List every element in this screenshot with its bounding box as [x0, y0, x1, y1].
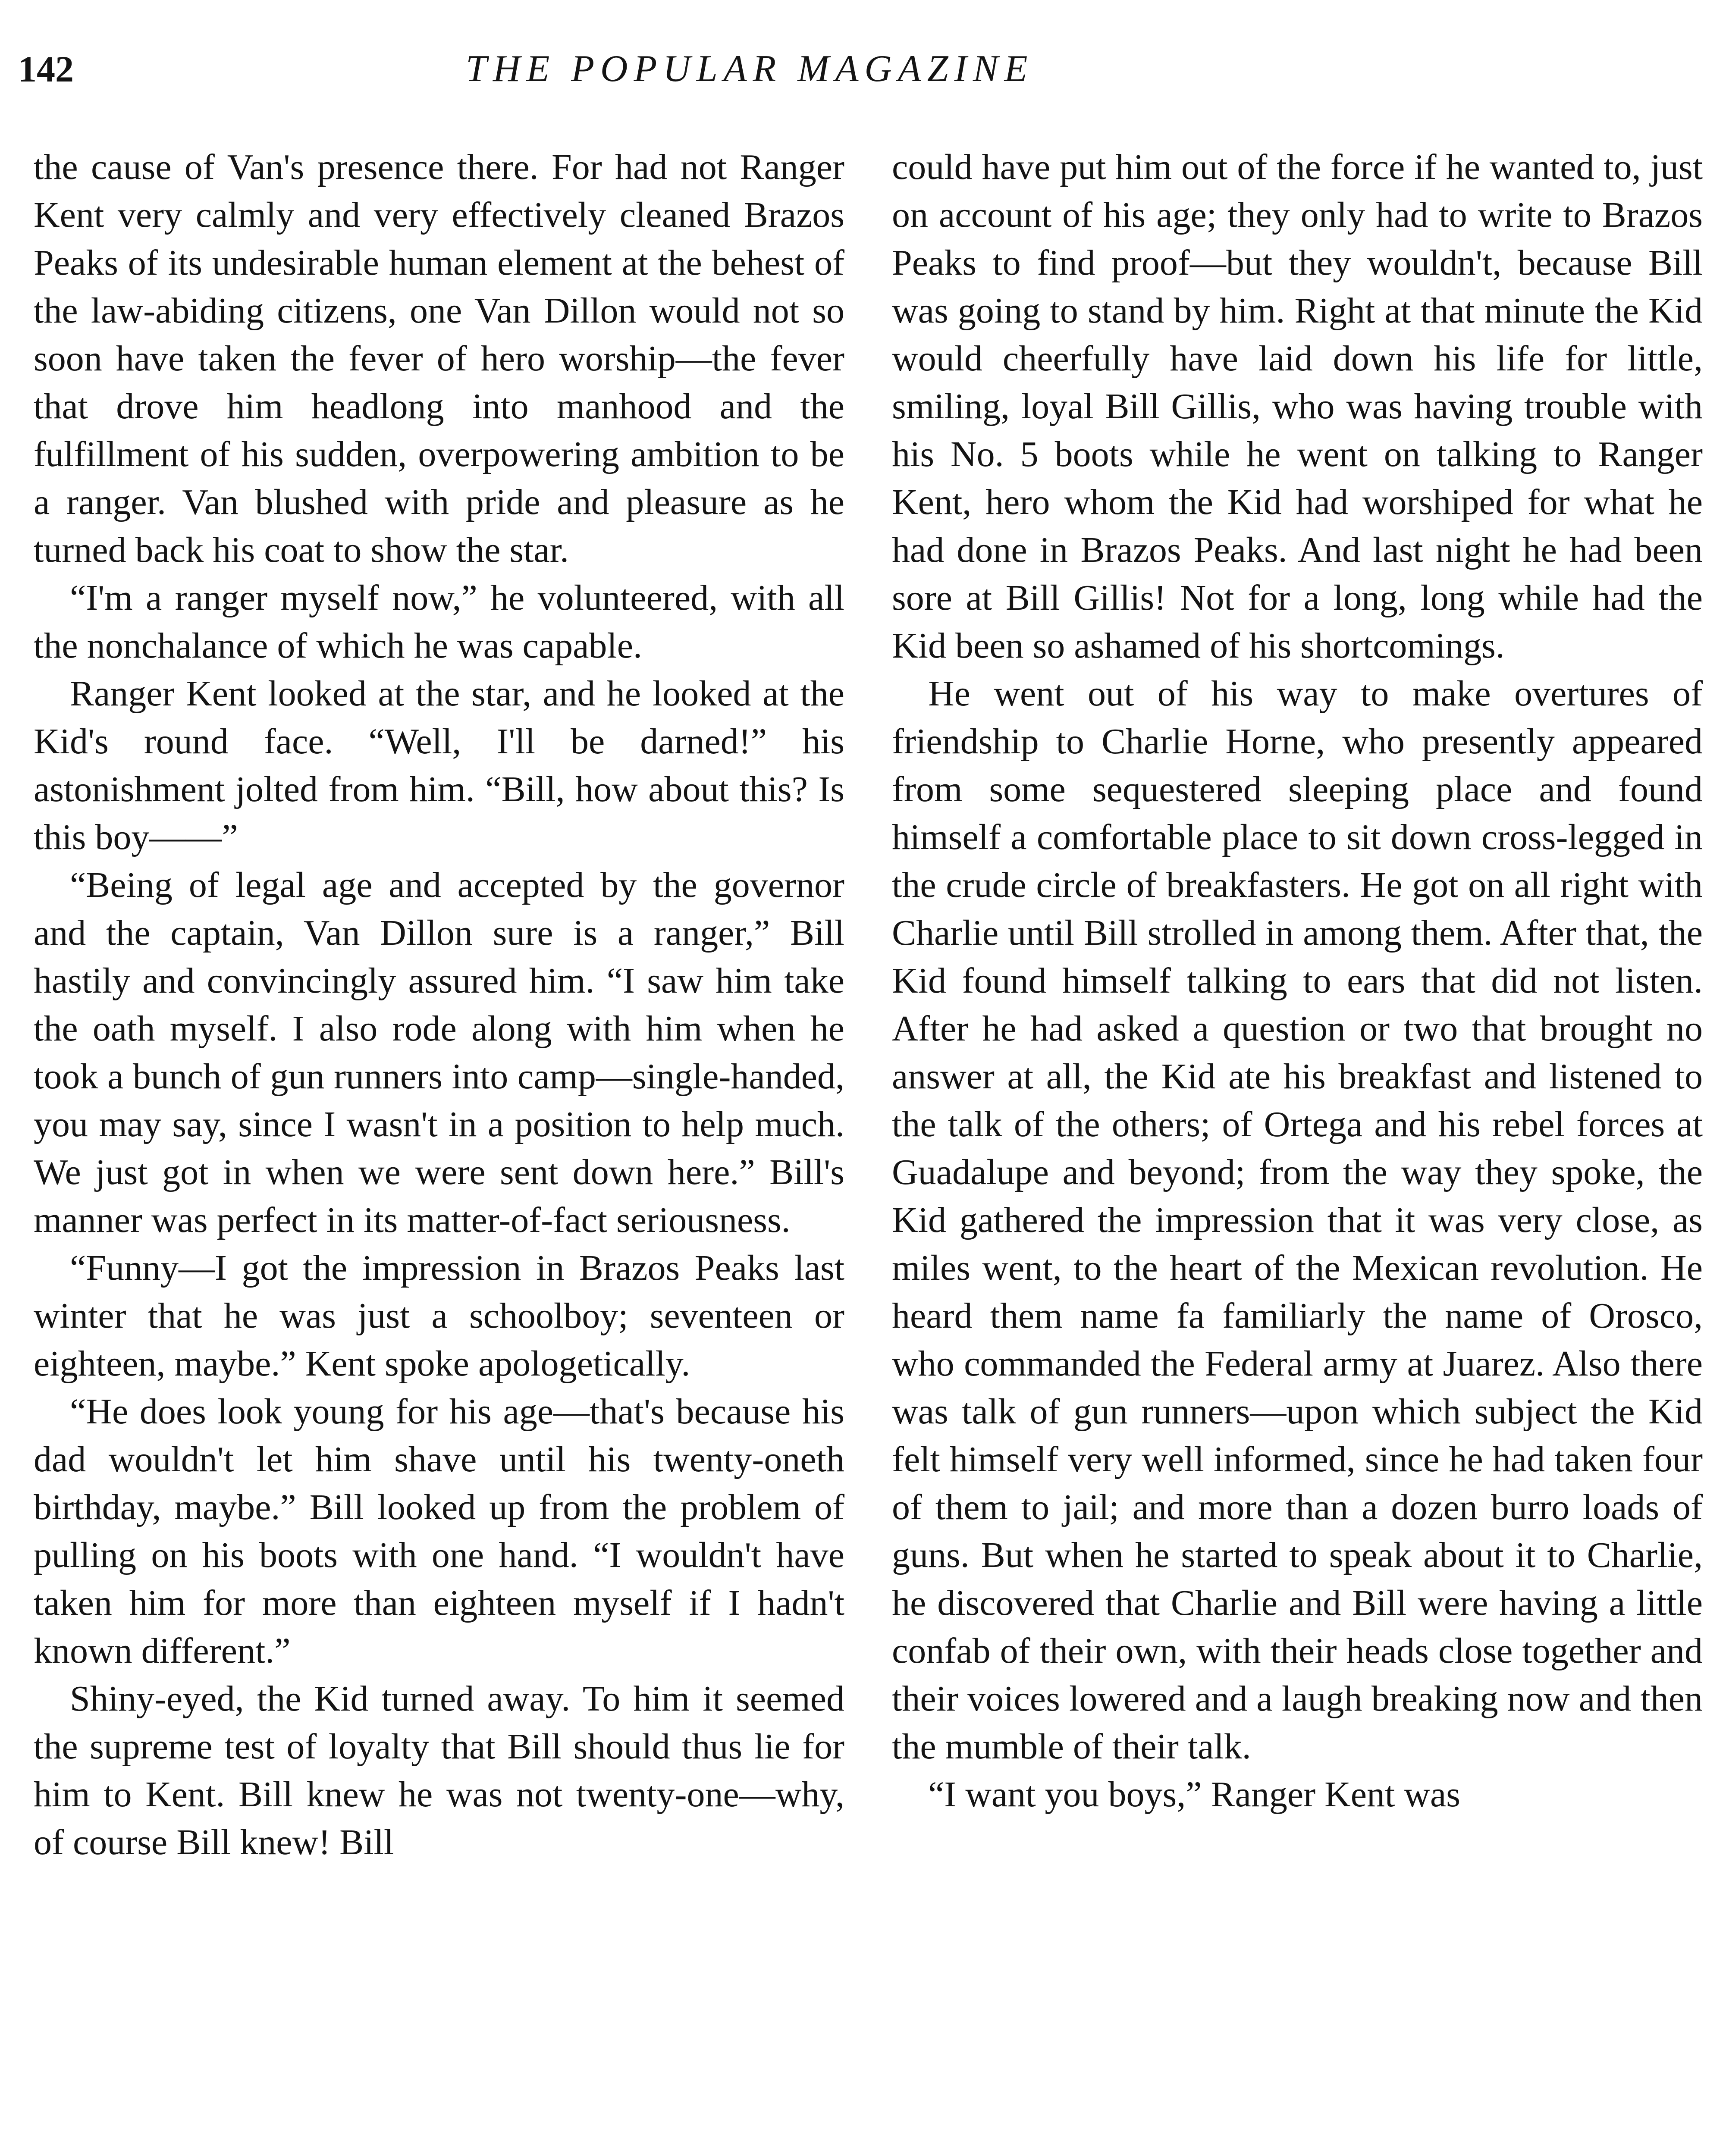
- left-column: [34, 143, 844, 2156]
- right-column: [892, 143, 1703, 2156]
- paragraph: could have put him out of the force if he wanted to, just on account of his age; they only had to write to Brazos Peaks to find proof—but they wouldn't, because Bill was going to stand by him. Right at that minute the Kid would cheerfully have laid down his life for little, smiling, loyal Bill Gillis, who was having trouble with his No. 5 boots while he went on talking to Ranger Kent, hero whom the Kid had worshiped for what he had done in Brazos Peaks. And last night he had been sore at Bill Gillis! Not for a long, long while had the Kid been so ashamed of his shortcomings.: [892, 147, 1703, 666]
- paragraph: “I want you boys,” Ranger Kent was: [928, 1774, 1460, 1814]
- running-title: THE POPULAR MAGAZINE: [466, 48, 1034, 90]
- paragraph: Shiny-eyed, the Kid turned away. To him it seemed the supreme test of loyalty that Bill should thus lie for him to Kent. Bill knew he was not twenty-one—why, of course Bill knew! Bill: [34, 1679, 844, 1862]
- paragraph: “Being of legal age and accepted by the governor and the captain, Van Dillon sure is a ranger,” Bill hastily and convincingly assured him. “I saw him take the oath myself. I also rode along with him when he took a bunch of gun runners into camp—single-handed, you may say, since I wasn't in a position to help much. We just got in when we were sent down here.” Bill's manner was perfect in its matter-of-fact seriousness.: [34, 865, 844, 1240]
- paragraph: the cause of Van's presence there. For had not Ranger Kent very calmly and very effectively cleaned Brazos Peaks of its undesirable human element at the behest of the law-abiding citizens, one Van Dillon would not so soon have taken the fever of hero worship—the fever that drove him headlong into manhood and the fulfillment of his sudden, overpowering ambition to be a ranger. Van blushed with pride and pleasure as he turned back his coat to show the star.: [34, 147, 844, 570]
- page-number: 142: [18, 48, 74, 90]
- paragraph: “He does look young for his age—that's because his dad wouldn't let him shave until his twenty-oneth birthday, maybe.” Bill looked up from the problem of pulling on his boots with one hand. “I wouldn't have taken him for more than eighteen myself if I hadn't known different.”: [34, 1391, 844, 1671]
- paragraph: “Funny—I got the impression in Brazos Peaks last winter that he was just a schoolboy; seventeen or eighteen, maybe.” Kent spoke apologetically.: [34, 1248, 844, 1384]
- paragraph: “I'm a ranger myself now,” he volunteered, with all the nonchalance of which he was capable.: [34, 578, 844, 666]
- paragraph: He went out of his way to make overtures of friendship to Charlie Horne, who presently appeared from some sequestered sleeping place and found himself a comfortable place to sit down cross-legged in the crude circle of breakfasters. He got on all right with Charlie until Bill strolled in among them. After that, the Kid found himself talking to ears that did not listen. After he had asked a question or two that brought no answer at all, the Kid ate his breakfast and listened to the talk of the others; of Ortega and his rebel forces at Guadalupe and beyond; from the way they spoke, the Kid gathered the impression that it was very close, as miles went, to the heart of the Mexican revolution. He heard them name fa familiarly the name of Orosco, who commanded the Federal army at Juarez. Also there was talk of gun runners—upon which subject the Kid felt himself very well informed, since he had taken four of them to jail; and more than a dozen burro loads of guns. But when he started to speak about it to Charlie, he discovered that Charlie and Bill were having a little confab of their own, with their heads close together and their voices lowered and a laugh breaking now and then the mumble of their talk.: [892, 674, 1703, 1767]
- page-header: [0, 45, 1726, 97]
- paragraph: Ranger Kent looked at the star, and he looked at the Kid's round face. “Well, I'll be darned!” his astonishment jolted from him. “Bill, how about this? Is this boy——”: [34, 674, 844, 857]
